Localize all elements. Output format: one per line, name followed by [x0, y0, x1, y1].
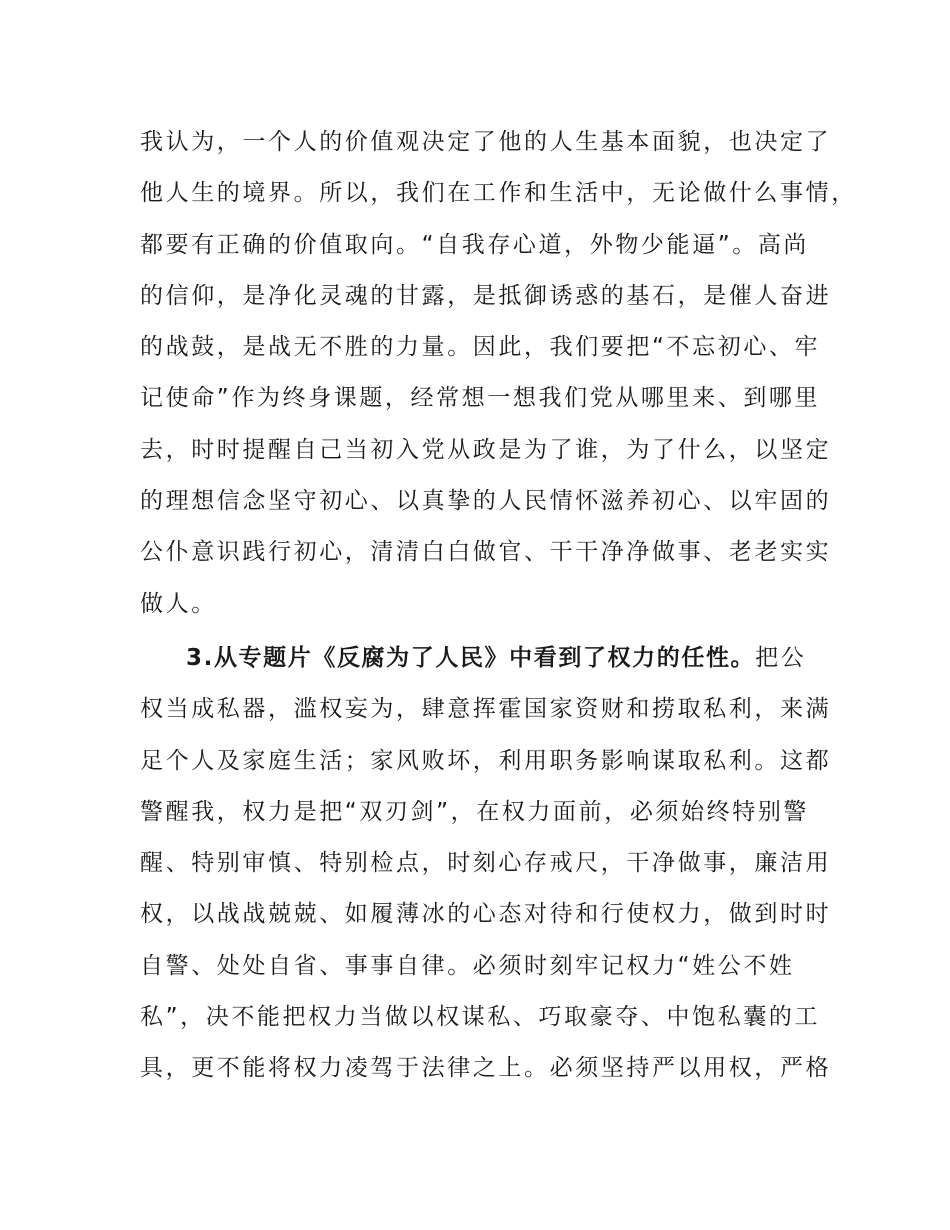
section-heading: 3.从专题片《反腐为了人民》中看到了权力的任性。: [186, 645, 756, 671]
paragraph-power: [140, 633, 840, 1095]
paragraph-line: 足个人及家庭生活；家风败坏，利用职务影响谋取私利。这都: [140, 747, 832, 774]
paragraph-line: 都要有正确的价值取向。“自我存心道，外物少能逼”。高尚: [140, 231, 810, 258]
paragraph-line: 警醒我，权力是把“双刃剑”，在权力面前，必须始终特别警: [140, 798, 810, 825]
paragraph-line: 的战鼓，是战无不胜的力量。因此，我们要把“不忘初心、牢: [140, 334, 821, 361]
paragraph-line: 他人生的境界。所以，我们在工作和生活中，无论做什么事情，: [140, 180, 857, 207]
paragraph-line: 去，时时提醒自己当初入党从政是为了谁，为了什么，以坚定: [140, 436, 832, 463]
paragraph-line: 我认为，一个人的价值观决定了他的人生基本面貌，也决定了: [140, 129, 832, 155]
paragraph-line: 权当成私器，滥权妄为，肆意挥霍国家资财和捞取私利，来满: [140, 696, 832, 723]
paragraph-line: 具，更不能将权力凌驾于法律之上。必须坚持严以用权，严格: [140, 1055, 832, 1082]
paragraph-values: [140, 117, 857, 630]
paragraph-line: 做人。: [140, 590, 217, 617]
paragraph-first-line: [140, 633, 840, 684]
paragraph-line: 私”，决不能把权力当做以权谋私、巧取豪夺、中饱私囊的工: [140, 1004, 821, 1031]
paragraph-line: 醒、特别审慎、特别检点，时刻心存戒尺，干净做事，廉洁用: [140, 850, 832, 877]
heading-continuation: 把公: [755, 645, 807, 671]
paragraph-line: 权，以战战兢兢、如履薄冰的心态对待和行使权力，做到时时: [140, 901, 832, 928]
paragraph-line: 自警、处处自省、事事自律。必须时刻牢记权力“姓公不姓: [140, 952, 795, 979]
paragraph-line: 公仆意识践行初心，清清白白做官、干干净净做事、老老实实: [140, 539, 832, 566]
paragraph-line: 的理想信念坚守初心、以真挚的人民情怀滋养初心、以牢固的: [140, 488, 832, 515]
paragraph-line: 记使命”作为终身课题，经常想一想我们党从哪里来、到哪里: [140, 385, 821, 412]
paragraph-line: 的信仰，是净化灵魂的甘露，是抵御诱惑的基石，是催人奋进: [140, 282, 832, 309]
